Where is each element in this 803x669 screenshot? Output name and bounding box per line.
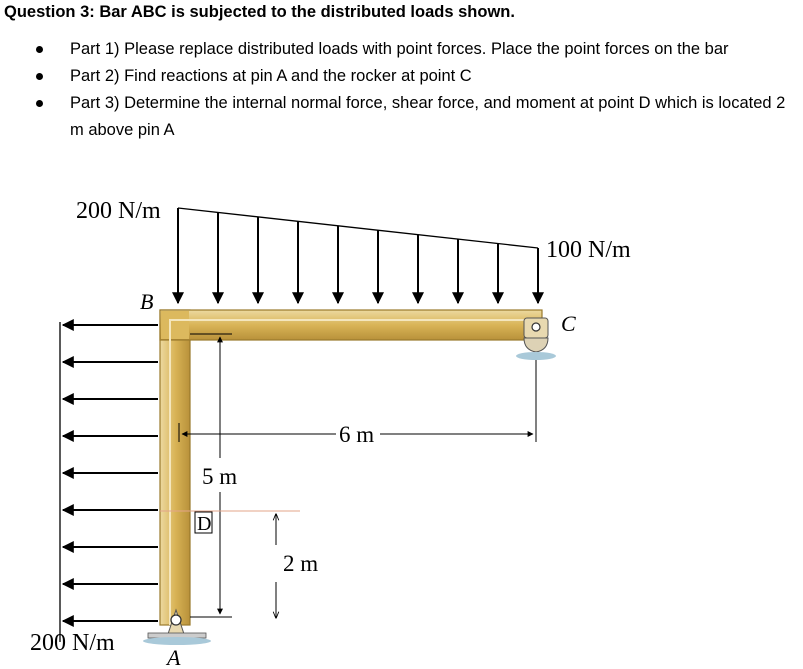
pin-icon <box>171 615 181 625</box>
vertical-member <box>160 310 190 625</box>
part-1-text: Part 1) Please replace distributed loads with point forces. Place the point forces on the bar <box>70 40 729 58</box>
corner-joint <box>161 311 189 339</box>
rocker-pin-icon <box>532 323 540 331</box>
part-3-text: Part 3) Determine the internal normal force, shear force, and moment at point D which is located 2 m above pin A <box>70 94 786 139</box>
ground-surface <box>516 352 556 360</box>
top-distributed-load <box>178 208 538 303</box>
load-top-left-label: 200 N/m <box>76 198 161 224</box>
load-top-right-label: 100 N/m <box>546 237 631 263</box>
dimension-2m-label: 2 m <box>283 551 319 576</box>
point-b-label: B <box>140 289 154 314</box>
ground-surface <box>143 637 211 645</box>
dimension-6m-label: 6 m <box>339 422 375 447</box>
rocker-curve <box>524 338 548 352</box>
load-left-bottom-label: 200 N/m <box>30 630 115 656</box>
left-distributed-load <box>60 322 158 642</box>
top-load-envelope <box>178 208 538 248</box>
pin-support-a <box>143 610 211 645</box>
point-a-label: A <box>167 645 181 669</box>
question-title: Question 3: Bar ABC is subjected to the distributed loads shown. <box>4 3 515 21</box>
point-c-label: C <box>561 311 576 336</box>
part-2-text: Part 2) Find reactions at pin A and the rocker at point C <box>70 67 472 85</box>
horizontal-member <box>160 310 542 340</box>
dimension-5m-label: 5 m <box>202 464 238 489</box>
point-d-label: D <box>197 513 212 535</box>
